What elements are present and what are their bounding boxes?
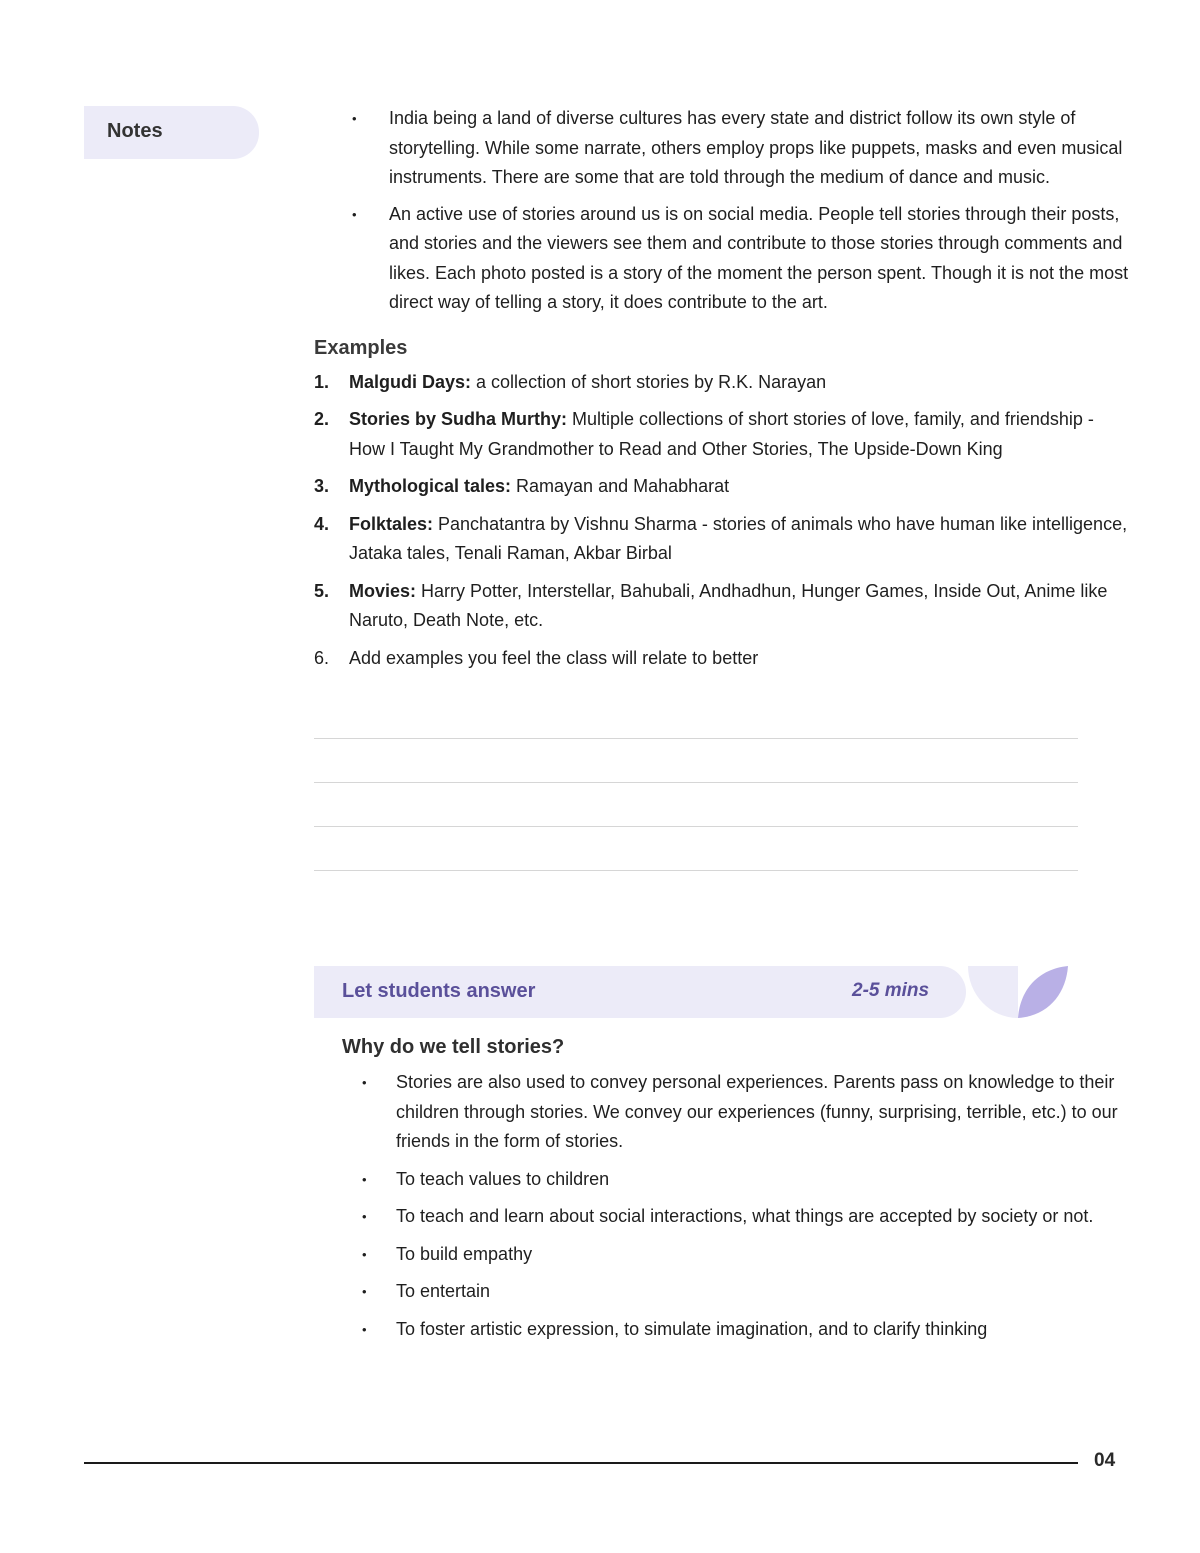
answer-bullet-list — [342, 1068, 1132, 1344]
writing-line — [314, 827, 1078, 871]
list-item: • An active use of stories around us is on social media. People tell stories through their posts, and stories and the viewers see them and contribute to those stories through comments and likes. Each photo posted is a story of the moment the person spent. Though it is not the most direct way of telling a story, it does contribute to the art. — [314, 200, 1134, 318]
bullet-icon: • — [362, 1209, 367, 1224]
writing-line — [314, 739, 1078, 783]
list-item: • To entertain — [342, 1277, 1132, 1307]
list-item: • To build empathy — [342, 1240, 1132, 1270]
writing-line — [314, 783, 1078, 827]
bullet-icon: • — [362, 1075, 367, 1090]
notes-label: Notes — [107, 120, 163, 142]
main-content — [314, 104, 1134, 871]
footer-rule — [84, 1462, 1078, 1464]
list-item: 5. Movies: Harry Potter, Interstellar, Bahubali, Andhadhun, Hunger Games, Inside Out, Anime like Naruto, Death Note, etc. — [314, 580, 1108, 630]
page-number: 04 — [1094, 1450, 1116, 1471]
answer-banner-time: 2-5 mins — [852, 980, 930, 1001]
list-item: 4. Folktales: Panchatantra by Vishnu Sharma - stories of animals who have human like intelligence, Jataka tales, Tenali Raman, Akbar Birbal — [314, 513, 1128, 563]
writing-line — [314, 695, 1078, 739]
list-item: • To teach and learn about social interactions, what things are accepted by society or not. — [342, 1202, 1132, 1232]
list-item: 6. Add examples you feel the class will relate to better — [314, 647, 759, 668]
writing-lines — [314, 695, 1078, 871]
bullet-icon: • — [362, 1284, 367, 1299]
leaf-decoration-icon — [968, 966, 1072, 1018]
examples-heading: Examples — [314, 336, 408, 359]
list-item: • To teach values to children — [342, 1165, 1132, 1195]
examples-list — [314, 368, 1134, 674]
list-item: 1. Malgudi Days: a collection of short stories by R.K. Narayan — [314, 371, 827, 392]
list-item: • Stories are also used to convey personal experiences. Parents pass on knowledge to their children through stories. We convey our experiences (funny, surprising, terrible, etc.) to our friends in the form of stories. — [342, 1068, 1132, 1157]
list-item: • To foster artistic expression, to simulate imagination, and to clarify thinking — [342, 1315, 1132, 1345]
question-heading: Why do we tell stories? — [342, 1036, 565, 1058]
bullet-icon: • — [362, 1171, 367, 1187]
list-item: 2. Stories by Sudha Murthy: Multiple collections of short stories of love, family, and friendship - How I Taught My Grandmother to Read and Other Stories, The Upside-Down King — [314, 409, 1094, 459]
list-item: 3. Mythological tales: Ramayan and Mahabharat — [314, 476, 730, 496]
answer-banner — [314, 966, 1074, 1018]
list-item: • India being a land of diverse cultures has every state and district follow its own style of storytelling. While some narrate, others employ props like puppets, masks and even musical instruments. There are some that are told through the medium of dance and music. — [314, 104, 1134, 193]
answer-section — [342, 1032, 1132, 1352]
bullet-icon: • — [362, 1246, 367, 1262]
bullet-icon: • — [352, 111, 357, 126]
intro-bullet-list — [314, 104, 1134, 318]
bullet-icon: • — [362, 1321, 367, 1337]
notes-tab — [84, 106, 259, 159]
answer-banner-title: Let students answer — [342, 980, 536, 1002]
bullet-icon: • — [352, 206, 357, 222]
